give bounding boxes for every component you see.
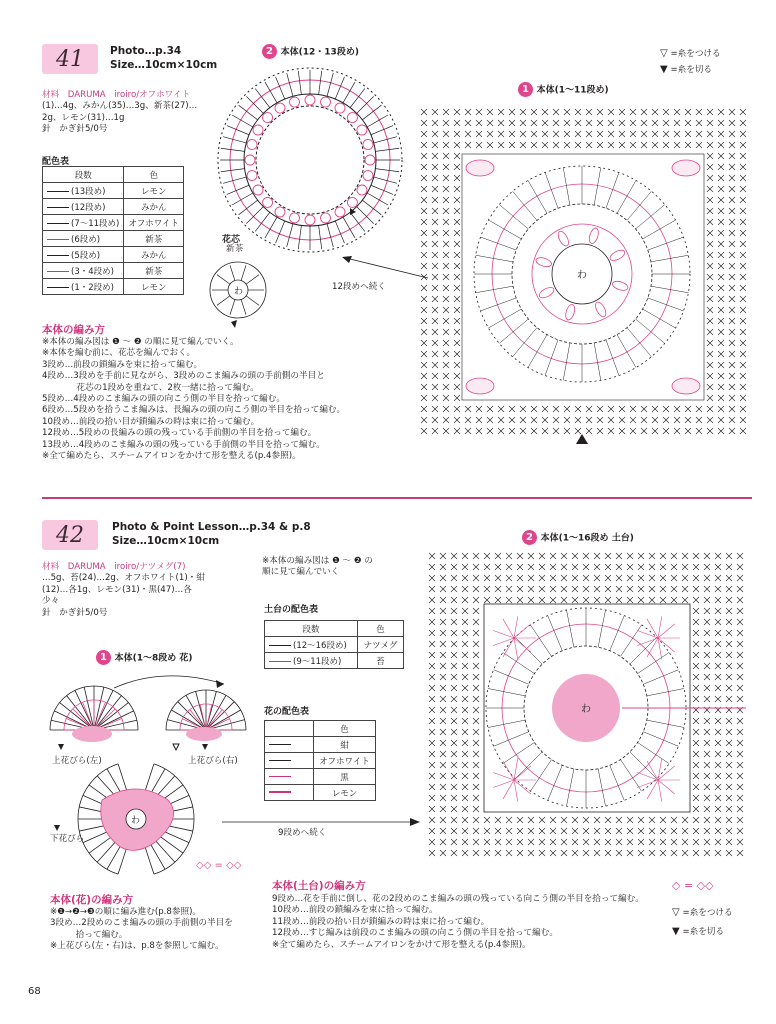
p41-size: Size…10cm×10cm <box>110 59 218 71</box>
p42-legend <box>672 880 733 938</box>
line-style-swatch <box>47 191 69 192</box>
howto-line: 拾って編む。 <box>50 929 128 940</box>
p42-material-line: 材料 DARUMA iroiro/ナツメグ(7) <box>42 562 186 572</box>
table-cell-rows <box>43 215 124 231</box>
page-number: 68 <box>28 986 41 997</box>
table-cell-color: 新茶 <box>124 263 184 279</box>
svg-text:わ: わ <box>577 270 587 281</box>
table-cell-color: 新茶 <box>124 231 184 247</box>
p42-material-line: 少々 <box>42 596 60 607</box>
table-cell-color: 紺 <box>314 737 376 753</box>
note-line: ※本体の編み図は ❶ 〜 ❷ の <box>262 556 373 566</box>
cut-thread-icon: ▼ <box>660 64 668 76</box>
table-cell-rows <box>265 653 358 669</box>
p42-continue-label: 9段めへ続く <box>278 828 327 838</box>
table-row <box>265 785 376 801</box>
line-style-swatch <box>47 223 69 224</box>
table-header: 色 <box>124 167 184 183</box>
p41-continue-label: 12段めへ続く <box>332 282 386 292</box>
p42-diagram2-title <box>522 530 634 546</box>
line-style-swatch <box>269 645 291 646</box>
pattern-42-number: 42 <box>42 520 98 550</box>
p42-base-table <box>264 620 404 669</box>
p42-material-line: (12)…各1g、レモン(31)・黒(47)…各 <box>42 584 192 595</box>
line-style-swatch <box>47 255 69 256</box>
svg-text:◇◇ = ◇◇: ◇◇ = ◇◇ <box>196 860 242 871</box>
pattern-41-number: 41 <box>42 44 98 74</box>
p42-size: Size…10cm×10cm <box>112 535 220 547</box>
table-row <box>43 199 184 215</box>
table-row <box>265 737 376 753</box>
rows-text: (3・4段め) <box>71 266 114 277</box>
p42-base-howto-title: 本体(土台)の編み方 <box>272 880 366 892</box>
rows-text: (12段め) <box>71 202 106 213</box>
legend-attach: =糸をつける <box>682 908 733 919</box>
table-header: 段数 <box>265 621 358 637</box>
table-row <box>43 247 184 263</box>
howto-line: 6段め…5段めを拾うこま編みは、長編みの頭の向こう側の半目を拾って編む。 <box>42 405 346 416</box>
p42-flower-howto-text <box>50 907 270 953</box>
table-row <box>43 263 184 279</box>
howto-line: 3段め…前段の鎖編みを束に拾って編む。 <box>42 359 203 370</box>
step-2-marker: 2 <box>522 530 537 545</box>
rows-text: (5段め) <box>71 250 101 261</box>
table-header: 色 <box>358 621 404 637</box>
table-cell-rows <box>265 753 314 769</box>
p42-base-howto-text <box>272 894 672 951</box>
cut-thread-icon: ▼ <box>672 925 680 937</box>
howto-line: ※上花びら(左・右)は、p.8を参照して編む。 <box>50 941 224 952</box>
rows-text: (12〜16段め) <box>293 640 347 651</box>
attach-thread-icon: ▽ <box>672 907 680 919</box>
table-cell-rows <box>43 231 124 247</box>
p41-diagram1-title <box>518 82 609 98</box>
p41-diagram-rows-12-13 <box>210 60 410 260</box>
table-cell-color: みかん <box>124 199 184 215</box>
table-cell-color: レモン <box>314 785 376 801</box>
table-row <box>265 753 376 769</box>
howto-line: 12段め…5段めの長編みの頭の残っている手前側の半目を拾って編む。 <box>42 428 317 439</box>
howto-line: 10段め…前段の鎖編みを束に拾って編む。 <box>272 905 438 916</box>
p41-howto-title: 本体の編み方 <box>42 324 105 336</box>
p42-diagram1-title <box>96 650 193 666</box>
table-row <box>265 769 376 785</box>
howto-line: 12段め…すじ編みは前段のこま編みの頭の向こう側の半目を拾って編む。 <box>272 928 558 939</box>
step-1-marker: 1 <box>96 650 111 665</box>
p42-flower-diagram <box>44 668 254 883</box>
table-cell-rows <box>265 737 314 753</box>
table-header: 色 <box>314 721 376 737</box>
table-cell-rows <box>43 247 124 263</box>
svg-text:わ: わ <box>581 704 591 715</box>
table-cell-rows <box>265 769 314 785</box>
p41-diagram2-label: 本体(12・13段め) <box>280 47 359 58</box>
p41-needle: 針 かぎ針5/0号 <box>42 124 108 135</box>
p41-photo: Photo…p.34 <box>110 45 182 57</box>
p42-diagram2-label: 本体(1〜16段め 土台) <box>540 533 634 544</box>
p41-material-line: (1)…4g、みかん(35)…3g、新茶(27)… <box>42 101 198 112</box>
howto-line: 9段め…花を手前に倒し、花の2段めのこま編みの頭の残っている向こう側の半目を拾って編む。 <box>272 894 644 904</box>
howto-line: ※全て編めたら、スチームアイロンをかけて形を整える(p.4参照)。 <box>42 451 301 462</box>
legend-attach: =糸をつける <box>670 49 721 59</box>
table-cell-rows <box>43 279 124 295</box>
p42-lower-label: 下花びら <box>50 834 85 844</box>
p42-continue-arrow <box>222 816 422 828</box>
table-cell-color: レモン <box>124 279 184 295</box>
table-cell-color: ナツメグ <box>358 637 404 653</box>
p41-photo-size <box>110 44 217 72</box>
howto-line: 5段め…4段めのこま編みの頭の向こう側の半目を拾って編む。 <box>42 394 285 405</box>
p41-color-table <box>42 166 184 295</box>
line-style-swatch <box>47 271 69 272</box>
p42-diagram-rows-1-16 <box>424 548 748 866</box>
line-style-swatch <box>269 760 291 761</box>
p42-photo: Photo & Point Lesson…p.34 & p.8 <box>112 521 311 533</box>
note-line: 順に見て編んでいく <box>262 567 340 578</box>
table-row <box>265 653 404 669</box>
howto-line: ※本体を編む前に、花芯を編んでおく。 <box>42 348 196 359</box>
line-style-swatch <box>269 744 291 745</box>
table-cell-color: みかん <box>124 247 184 263</box>
p42-order-note <box>262 556 412 579</box>
attach-thread-icon: ▽ <box>660 48 668 59</box>
table-row <box>43 215 184 231</box>
howto-line: ※❶→❷→❸の順に編み進む(p.8参照)。 <box>50 907 202 917</box>
p41-material-line: 2g、レモン(31)…1g <box>42 112 125 123</box>
p41-material-line: 材料 DARUMA iroiro/オフホワイト <box>42 90 191 100</box>
table-row <box>43 183 184 199</box>
table-cell-rows <box>43 183 124 199</box>
howto-line: ※全て編めたら、スチームアイロンをかけて形を整える(p.4参照)。 <box>272 939 531 950</box>
table-cell-color: 苔 <box>358 653 404 669</box>
howto-line: 11段め…前段の拾い目が鎖編みの時は束に拾って編む。 <box>272 916 490 927</box>
table-cell-color: レモン <box>124 183 184 199</box>
table-cell-rows <box>43 263 124 279</box>
table-cell-rows <box>265 637 358 653</box>
rows-text: (9〜11段め) <box>293 656 342 667</box>
line-style-swatch <box>47 287 69 288</box>
section-divider <box>42 497 752 499</box>
p41-diagram-rows-1-11 <box>416 104 748 444</box>
p41-center-color: 新茶 <box>226 244 244 254</box>
svg-text:わ: わ <box>131 816 141 826</box>
line-style-swatch <box>269 791 291 793</box>
p41-diagram1-label: 本体(1〜11段め) <box>536 85 609 96</box>
p42-upper-right-label: 上花びら(右) <box>188 756 238 766</box>
p42-needle: 針 かぎ針5/0号 <box>42 607 108 618</box>
step-1-marker: 1 <box>518 82 533 97</box>
table-row <box>43 231 184 247</box>
p42-flower-table <box>264 720 376 801</box>
p42-photo-size <box>112 520 311 548</box>
split-stitch-icon: ◇ = ◇◇ <box>672 879 714 892</box>
line-style-swatch <box>269 661 291 662</box>
rows-text: (13段め) <box>71 186 106 197</box>
legend-cut: =糸を切る <box>670 65 713 76</box>
howto-line: 花芯の1段めを重ねて、2枚一緒に拾って編む。 <box>42 382 259 393</box>
line-style-swatch <box>269 776 291 777</box>
p41-howto-text <box>42 337 422 462</box>
line-style-swatch <box>47 239 69 240</box>
table-row <box>265 637 404 653</box>
howto-line: ※本体の編み図は ❶ 〜 ❷ の順に見て編んでいく。 <box>42 337 239 347</box>
p41-legend <box>660 48 721 77</box>
table-cell-color: 黒 <box>314 769 376 785</box>
p42-upper-left-label: 上花びら(左) <box>52 756 102 766</box>
p42-diagram1-label: 本体(1〜8段め 花) <box>114 653 193 664</box>
rows-text: (7〜11段め) <box>71 218 120 229</box>
table-row <box>43 279 184 295</box>
legend-cut: =糸を切る <box>682 926 725 937</box>
table-cell-rows <box>265 785 314 801</box>
p42-materials <box>42 562 252 619</box>
table-cell-rows <box>43 199 124 215</box>
table-header: 段数 <box>43 167 124 183</box>
rows-text: (1・2段め) <box>71 282 114 293</box>
p41-color-table-title: 配色表 <box>42 157 70 167</box>
howto-line: 10段め…前段の拾い目が鎖編みの時は束に拾って編む。 <box>42 416 260 427</box>
svg-text:わ: わ <box>234 287 244 297</box>
step-2-marker: 2 <box>262 44 277 59</box>
p42-flower-howto-title: 本体(花)の編み方 <box>50 894 134 906</box>
line-style-swatch <box>47 207 69 208</box>
table-cell-color: オフホワイト <box>124 215 184 231</box>
rows-text: (6段め) <box>71 234 101 245</box>
p42-flower-table-title: 花の配色表 <box>264 707 310 717</box>
p41-diagram2-title <box>262 44 359 60</box>
p41-center-label: 花芯 <box>222 235 241 245</box>
p42-material-line: …5g、苔(24)…2g、オフホワイト(1)・紺 <box>42 573 205 584</box>
p41-center-diagram <box>206 258 270 322</box>
howto-line: 4段め…3段めを手前に見ながら、3段めのこま編みの頭の手前側の半目と <box>42 371 325 382</box>
howto-line: 13段め…4段めのこま編みの頭の残っている手前側の半目を拾って編む。 <box>42 439 325 450</box>
table-cell-color: オフホワイト <box>314 753 376 769</box>
p42-base-table-title: 土台の配色表 <box>264 605 319 615</box>
howto-line: 3段め…2段めのこま編みの頭の手前側の半目を <box>50 918 233 929</box>
